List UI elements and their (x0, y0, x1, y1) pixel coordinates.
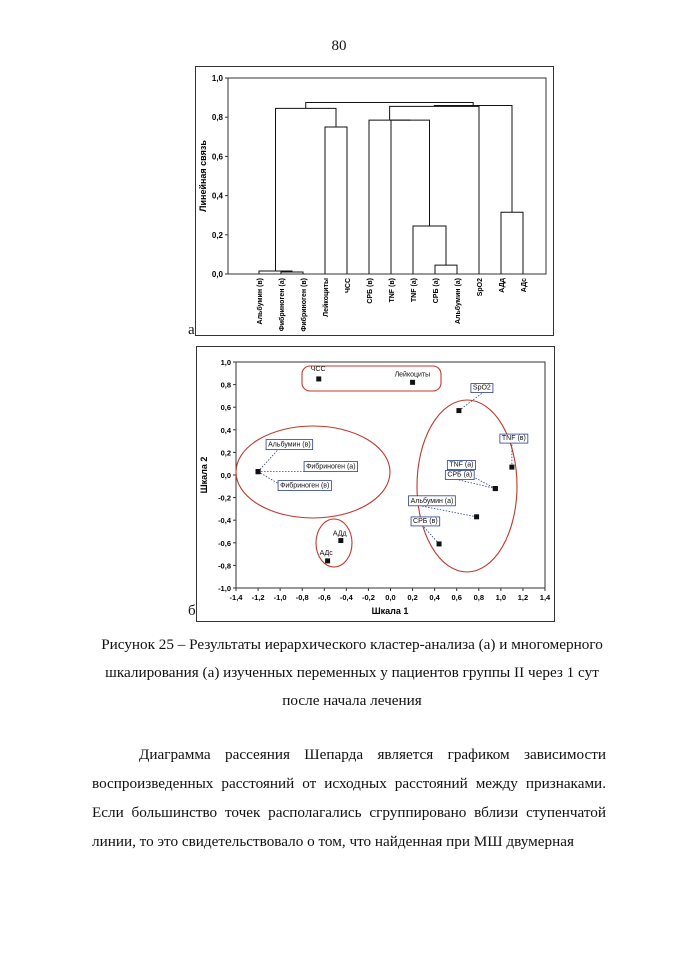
ytick-label: -0,4 (218, 516, 231, 526)
xtick-label: -1,0 (273, 593, 287, 602)
figure-caption (92, 631, 612, 715)
xtick-label: -0,2 (361, 593, 375, 602)
scatter-point (316, 376, 321, 381)
scatter-chart (196, 346, 555, 622)
scatter-plot-area (236, 362, 545, 588)
caption-line: после начала лечения (282, 692, 422, 709)
ytick-label: 0,8 (211, 113, 223, 123)
caption-line: Рисунок 25 – Результаты иерархического кластер-анализа (а) и многомерного (101, 636, 603, 653)
point-label: АДд (332, 530, 347, 538)
xtick-label: 0,8 (473, 593, 485, 602)
xtick-label: 0,6 (451, 593, 462, 602)
page-number: 80 (331, 38, 347, 54)
leaf-label: Альбумин (в) (257, 278, 264, 325)
leaf-label: Альбумин (а) (455, 278, 462, 325)
ytick-label: 0,2 (220, 448, 231, 458)
scatter-point (493, 486, 498, 491)
leaf-label: SpO2 (477, 278, 484, 297)
point-label: Фибриноген (а) (306, 463, 356, 471)
leaf-label: Фибриноген (в) (301, 278, 308, 332)
point-label: ЧСС (310, 365, 326, 373)
scatter-point (456, 408, 461, 413)
leaf-label: ЧСС (345, 278, 352, 294)
leaf-label: АДд (499, 278, 506, 293)
scatter-point (256, 469, 261, 474)
leaf-label: СРБ (а) (433, 278, 440, 304)
leaf-label: АДс (521, 278, 528, 293)
ytick-label: -0,6 (218, 538, 231, 548)
paragraph-text: Диаграмма рассеяния Шепарда является графиком зависимости воспроизведенных расстояний от исходных расстояний между признаками. Если большинство точек располагались сгруппировано вблизи ступенчатой линии, то это свидетельствовало о том, что найденная при МШ двумерная (92, 746, 606, 850)
point-label: СРБ (а) (447, 471, 473, 479)
ytick-label: 0,0 (211, 270, 223, 279)
point-label: Лейкоциты (394, 371, 431, 379)
point-label: TNF (в) (501, 435, 526, 443)
ytick-label: -0,2 (218, 493, 231, 503)
leaf-label: Лейкоциты (323, 278, 330, 317)
ytick-label: 0,6 (220, 403, 231, 413)
scatter-point (338, 538, 343, 543)
scatter-point (509, 465, 514, 470)
body-paragraph (92, 740, 606, 856)
figure-letter-a: а (188, 322, 195, 338)
scatter-ylabel: Шкала 2 (199, 456, 209, 494)
xtick-label: 1,2 (517, 593, 529, 602)
scatter-xlabel: Шкала 1 (371, 606, 409, 616)
xtick-label: 0,4 (429, 593, 440, 602)
figure-letter-b: б (188, 603, 196, 619)
ytick-label: -1,0 (218, 584, 231, 593)
ytick-label: 0,8 (220, 380, 231, 390)
ytick-label: 0,4 (220, 425, 231, 435)
ytick-label: 1,0 (220, 358, 231, 367)
leaf-label: СРБ (в) (367, 278, 374, 304)
scatter-point (410, 380, 415, 385)
xtick-label: -0,8 (295, 593, 309, 602)
dendrogram-chart (195, 66, 554, 336)
ytick-label: 0,2 (211, 230, 223, 240)
leaf-label: Фибриноген (а) (279, 278, 286, 332)
xtick-label: 1,0 (495, 593, 507, 602)
ytick-label: 0,0 (220, 471, 231, 480)
xtick-label: -1,4 (229, 593, 243, 602)
point-label: Фибриноген (в) (280, 482, 330, 490)
xtick-label: 0,0 (385, 593, 396, 602)
ytick-label: 0,6 (211, 152, 223, 162)
scatter-point (474, 514, 479, 519)
point-label: Альбумин (в) (268, 441, 311, 449)
scatter-point (437, 541, 442, 546)
ytick-label: 0,4 (211, 191, 223, 201)
ytick-label: -0,8 (218, 561, 231, 571)
ytick-label: 1,0 (211, 74, 223, 83)
point-label: SpO2 (472, 384, 491, 392)
caption-line: шкалирования (а) изученных переменных у пациентов группы II через 1 сут (105, 664, 599, 681)
point-label: Альбумин (а) (410, 497, 454, 505)
leaf-label: TNF (в) (389, 278, 396, 303)
dendrogram-ylabel: Линейная связь (198, 140, 208, 212)
xtick-label: -0,4 (339, 593, 353, 602)
point-label: АДс (319, 549, 333, 557)
xtick-label: -0,6 (317, 593, 331, 602)
xtick-label: 0,2 (407, 593, 418, 602)
xtick-label: -1,2 (251, 593, 265, 602)
scatter-point (325, 558, 330, 563)
point-label: TNF (а) (449, 461, 474, 469)
point-label: СРБ (в) (413, 517, 438, 525)
leaf-label: TNF (а) (411, 278, 418, 303)
xtick-label: 1,4 (539, 593, 551, 602)
